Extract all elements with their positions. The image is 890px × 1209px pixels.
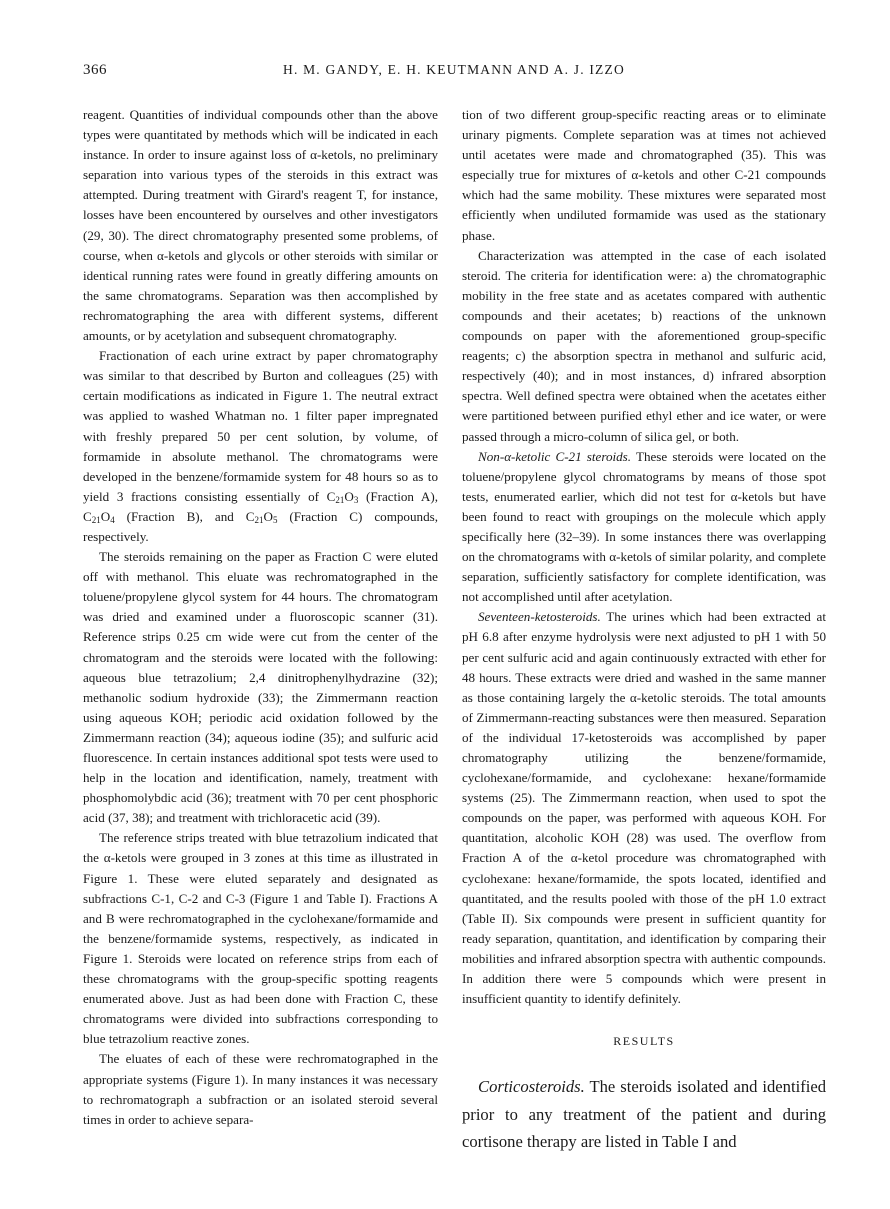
page-number: 366 <box>83 62 107 78</box>
right-paragraph-2: Characterization was attempted in the case of each isolated steroid. The criteria for identification were: a) the chromatographic mobility in the free state and as acetates compared with authentic compounds and their acetates; b) reactions of the unknown compounds on paper with the aforementioned group-specific reagents; c) the absorption spectra in methanol and sulfuric acid, respectively (40); and in most instances, d) infrared absorption spectra. Well defined spectra were obtained when the acetates either were partitioned between purified ethyl ether and ice water, or were passed through a micro-column of silica gel, or both. <box>462 247 826 444</box>
section-heading-non-ketolic: Non-α-ketolic C-21 steroids. <box>478 448 632 464</box>
left-paragraph-3: The steroids remaining on the paper as Fraction C were eluted off with methanol. This eluate was rechromatographed in the toluene/propylene glycol system for 44 hours. The chromatogram was dried and examined under a fluoroscopic scanner (31). Reference strips 0.25 cm wide were cut from the center of the chromatogram and the steroids were located with the following: aqueous blue tetrazolium; 2,4 dinitrophenylhydrazine (32); methanolic sodium hydroxide (33); the Zimmermann reaction using aqueous KOH; periodic acid oxidation followed by the Zimmermann reaction (34); aqueous iodine (35); and sulfuric acid fluorescence. In certain instances additional spot tests were used to help in the location and identification, namely, treatment with phosphomolybdic acid (36); treatment with 70 per cent phosphoric acid (37, 38); and treatment with trichloracetic acid (39). <box>83 549 438 826</box>
running-head: H. M. GANDY, E. H. KEUTMANN AND A. J. IZZO <box>283 62 625 77</box>
right-paragraph-4: Seventeen-ketosteroids. The urines which had been extracted at pH 6.8 after enzyme hydrolysis were next adjusted to pH 1 with 50 per cent sulfuric acid and again continuously extracted with ether for 48 hours. These extracts were dried and washed in the same manner as those containing largely the α-ketolic steroids. The total amounts of Zimmermann-reacting substances were then measured. Separation of the individual 17-ketosteroids was accomplished by paper chromatography utilizing the benzene/formamide, cyclohexane/formamide, and cyclohexane: hexane/formamide systems (25). The Zimmermann reaction, when used to spot the compounds on the paper, was performed with aqueous KOH. For quantitation, alcoholic KOH (28) was used. The overflow from Fraction A of the α-ketol procedure was chromatographed with cyclohexane: hexane/formamide, the spots located, identified and quantitated, and the results pooled with those of the pH 1.0 extract (Table II). Six compounds were present in sufficient quantity for ready separation, quantitation, and identification by comparing their mobilities and infrared absorption spectra with authentic compounds. In addition there were 5 compounds which were present in insufficient quantity to identify definitely. <box>462 609 826 1007</box>
left-paragraph-4: The reference strips treated with blue tetrazolium indicated that the α-ketols were grouped in 3 zones at this time as illustrated in Figure 1. These were eluted separately and designated as subfractions C-1, C-2 and C-3 (Figure 1 and Table I). Fractions A and B were rechromatographed in the cyclohexane/formamide and the benzene/formamide systems, respectively, as indicated in Figure 1. Steroids were located on reference strips from each of these chromatograms with the group-specific spotting reagents enumerated above. Just as had been done with Fraction C, these chromatograms were divided into subfractions corresponding to blue tetrazolium reactive zones. <box>83 830 438 1047</box>
left-paragraph-2: Fractionation of each urine extract by paper chromatography was similar to that described by Burton and colleagues (25) with certain modifications as indicated in Figure 1. The neutral extract was applied to washed Whatman no. 1 filter paper impregnated with freshly prepared 50 per cent solution, by volume, of formamide in absolute methanol. The chromatograms were developed in the benzene/formamide system for 48 hours so as to yield 3 fractions consisting essentially of $C_{21}O_3$ (Fraction A), $C_{21}O_4$ (Fraction B), and $C_{21}O_5$ (Fraction C) compounds, respectively. <box>83 348 438 544</box>
page-header <box>83 62 825 82</box>
right-column <box>462 105 826 1156</box>
left-paragraph-1: reagent. Quantities of individual compounds other than the above types were quantitated by methods which will be indicated in each instance. In order to insure against loss of α-ketols, no preliminary separation into various types of the steroids in this extract was attempted. During treatment with Girard's reagent T, for instance, losses have been encountered by ourselves and other investigators (29, 30). The direct chromatography presented some problems, of course, when α-ketols and glycols or other steroids with similar or identical running rates were found in greatly differing amounts on the same chromatograms. Separation was then accomplished by rechromatographing the area with different systems, different amounts, or by acetylation and subsequent chromatography. <box>83 107 438 344</box>
left-paragraph-5: The eluates of each of these were rechromatographed in the appropriate systems (Figure 1). In many instances it was necessary to rechromatograph a subfraction or an isolated steroid several times in order to achieve separa- <box>83 1051 438 1127</box>
section-heading-ketosteroids: Seventeen-ketosteroids. <box>478 609 601 625</box>
results-heading: RESULTS <box>613 1034 675 1049</box>
section-heading-corticosteroids: Corticosteroids. <box>478 1077 585 1097</box>
right-paragraph-5: Corticosteroids. The steroids isolated and identified prior to any treatment of the patient and during cortisone therapy are listed in Table I and <box>462 1077 826 1152</box>
left-column <box>83 105 438 1130</box>
right-paragraph-1: tion of two different group-specific reacting areas or to eliminate urinary pigments. Complete separation was at times not achieved until acetates were made and chromatographed (35). This was especially true for mixtures of α-ketols and other C-21 compounds which had the same mobility. These mixtures were separated most efficiently when undiluted formamide was used as the stationary phase. <box>462 107 826 243</box>
right-paragraph-3: Non-α-ketolic C-21 steroids. These steroids were located on the toluene/propylene glycol chromatograms by means of those spot tests, enumerated earlier, which did not test for α-ketols but have been found to react with groupings on the molecule which apply specifically here (32–39). In some instances there was overlapping on the chromatograms with α-ketols of similar polarity, and complete separation, sufficiently satisfactory for complete identification, was not accomplished until after acetylation. <box>462 448 826 605</box>
